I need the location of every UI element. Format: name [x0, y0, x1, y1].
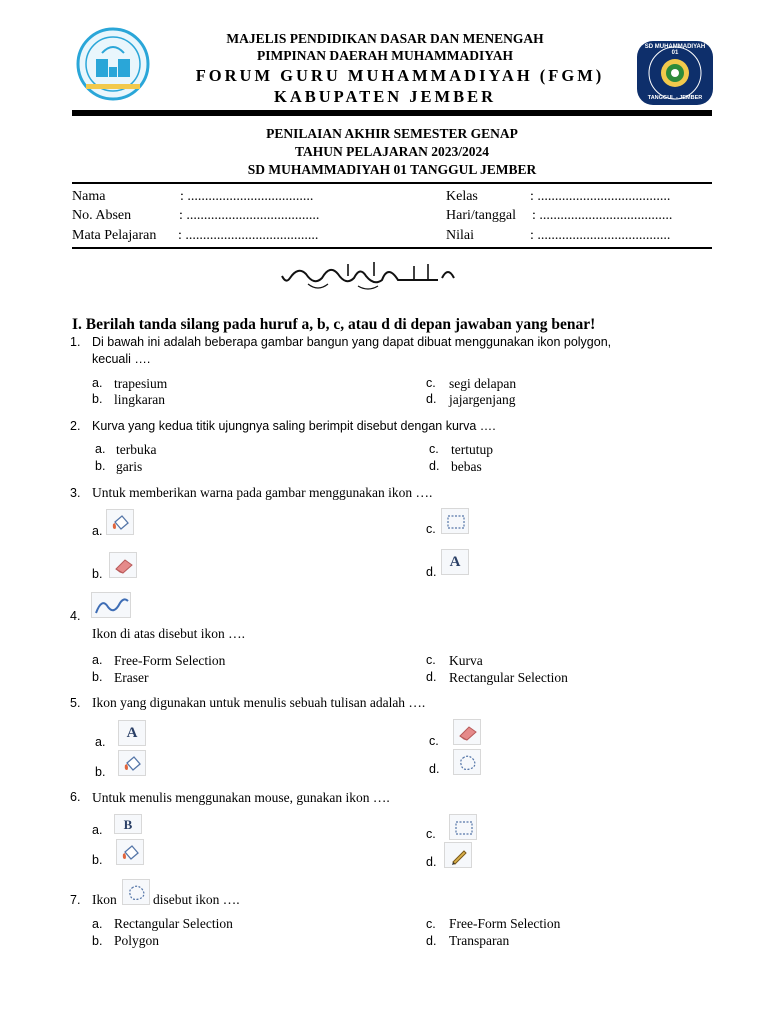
q4-option-d-letter[interactable]: d.	[426, 670, 437, 684]
free-form-selection-icon[interactable]	[453, 749, 481, 775]
q6-option-d-letter[interactable]: d.	[426, 855, 437, 869]
q6-number: 6.	[70, 790, 81, 804]
q2-option-a[interactable]: terbuka	[116, 442, 157, 457]
q1-text-line-1: Di bawah ini adalah beberapa gambar bangun yang dapat dibuat menggunakan ikon polygon,	[92, 335, 612, 349]
identity-top-rule	[72, 182, 712, 184]
q1-option-b[interactable]: lingkaran	[114, 392, 165, 407]
q7-option-a-letter[interactable]: a.	[92, 917, 103, 931]
q4-option-a[interactable]: Free-Form Selection	[114, 653, 226, 668]
q2-option-b[interactable]: garis	[116, 459, 143, 474]
q3-option-c-letter[interactable]: c.	[426, 522, 436, 536]
q7-number: 7.	[70, 893, 81, 907]
absen-field[interactable]: : ......................................	[179, 208, 320, 223]
q6-option-a-letter[interactable]: a.	[92, 823, 103, 837]
exam-title-3: SD MUHAMMADIYAH 01 TANGGUL JEMBER	[247, 162, 537, 177]
free-form-selection-icon	[122, 879, 150, 905]
q1-option-b-letter[interactable]: b.	[92, 392, 103, 406]
q3-option-a-letter[interactable]: a.	[92, 524, 103, 538]
sd-logo-text-top: SD MUHAMMADIYAH 01	[644, 44, 706, 56]
paint-bucket-icon[interactable]	[106, 509, 134, 535]
q7-text-post: disebut ikon ….	[153, 892, 240, 907]
curve-icon	[91, 592, 131, 618]
q1-text-line-2: kecuali ….	[92, 352, 151, 366]
q5-option-c-letter[interactable]: c.	[429, 734, 439, 748]
q2-option-a-letter[interactable]: a.	[95, 442, 106, 456]
q1-option-d-letter[interactable]: d.	[426, 392, 437, 406]
q3-option-d-letter[interactable]: d.	[426, 565, 437, 579]
q4-option-b-letter[interactable]: b.	[92, 670, 103, 684]
q3-text: Untuk memberikan warna pada gambar menggunakan ikon ….	[92, 485, 433, 500]
eraser-icon[interactable]	[453, 719, 481, 745]
mapel-label: Mata Pelajaran	[72, 228, 157, 243]
rectangular-selection-icon[interactable]	[441, 508, 469, 534]
kelas-label: Kelas	[446, 189, 478, 204]
basmalah-calligraphy	[278, 256, 462, 294]
header-line-1: MAJELIS PENDIDIKAN DASAR DAN MENENGAH	[226, 31, 544, 46]
q4-option-a-letter[interactable]: a.	[92, 653, 103, 667]
pencil-icon[interactable]	[444, 842, 472, 868]
kelas-field[interactable]: : ......................................	[530, 189, 671, 204]
q7-option-b-letter[interactable]: b.	[92, 934, 103, 948]
sd-logo	[636, 40, 714, 106]
q6-option-c-letter[interactable]: c.	[426, 827, 436, 841]
q4-option-b[interactable]: Eraser	[114, 670, 149, 685]
paint-bucket-icon[interactable]	[118, 750, 146, 776]
q4-option-d[interactable]: Rectangular Selection	[449, 670, 568, 685]
exam-title-1: PENILAIAN AKHIR SEMESTER GENAP	[266, 126, 518, 141]
text-icon[interactable]: A	[441, 549, 469, 575]
hari-field[interactable]: : ......................................	[532, 208, 673, 223]
section-title: I. Berilah tanda silang pada huruf a, b, c, atau d di depan jawaban yang benar!	[72, 316, 596, 333]
q1-option-d[interactable]: jajargenjang	[449, 392, 516, 407]
q6-text: Untuk menulis menggunakan mouse, gunakan ikon ….	[92, 790, 390, 805]
q5-text: Ikon yang digunakan untuk menulis sebuah tulisan adalah ….	[92, 695, 426, 710]
q4-option-c-letter[interactable]: c.	[426, 653, 436, 667]
q2-option-d-letter[interactable]: d.	[429, 459, 440, 473]
sd-logo-text-bottom: TANGGUL - JEMBER	[647, 95, 703, 101]
fgm-logo	[72, 27, 154, 101]
header-line-3: FORUM GURU MUHAMMADIYAH (FGM)	[195, 66, 605, 85]
q2-option-c[interactable]: tertutup	[451, 442, 493, 457]
q1-option-a-letter[interactable]: a.	[92, 376, 103, 390]
paint-bucket-icon[interactable]	[116, 839, 144, 865]
q2-option-b-letter[interactable]: b.	[95, 459, 106, 473]
q5-option-d-letter[interactable]: d.	[429, 762, 440, 776]
mapel-field[interactable]: : ......................................	[178, 228, 319, 243]
q2-number: 2.	[70, 419, 81, 433]
q7-text-pre: Ikon	[92, 892, 117, 907]
text-icon[interactable]: A	[118, 720, 146, 746]
bold-icon[interactable]: B	[114, 814, 142, 834]
q2-text: Kurva yang kedua titik ujungnya saling berimpit disebut dengan kurva ….	[92, 419, 496, 433]
absen-label: No. Absen	[72, 208, 132, 223]
q7-option-c-letter[interactable]: c.	[426, 917, 436, 931]
nama-field[interactable]: : ....................................	[180, 189, 314, 204]
eraser-icon[interactable]	[109, 552, 137, 578]
header-line-2: PIMPINAN DAERAH MUHAMMADIYAH	[257, 48, 513, 63]
q1-option-c-letter[interactable]: c.	[426, 376, 436, 390]
q7-option-d[interactable]: Transparan	[449, 933, 510, 948]
nilai-label: Nilai	[446, 228, 474, 243]
identity-bottom-rule	[72, 247, 712, 249]
q3-number: 3.	[70, 486, 81, 500]
nama-label: Nama	[72, 189, 106, 204]
header-line-4: KABUPATEN JEMBER	[273, 87, 497, 106]
q6-option-b-letter[interactable]: b.	[92, 853, 103, 867]
q5-option-a-letter[interactable]: a.	[95, 735, 106, 749]
q4-number: 4.	[70, 609, 81, 623]
exam-title-2: TAHUN PELAJARAN 2023/2024	[294, 144, 489, 159]
q2-option-d[interactable]: bebas	[451, 459, 482, 474]
q2-option-c-letter[interactable]: c.	[429, 442, 439, 456]
q4-text: Ikon di atas disebut ikon ….	[92, 626, 245, 641]
q1-option-a[interactable]: trapesium	[114, 376, 168, 391]
header-thick-rule	[72, 110, 712, 116]
q7-option-b[interactable]: Polygon	[114, 933, 160, 948]
q4-option-c[interactable]: Kurva	[449, 653, 483, 668]
q3-option-b-letter[interactable]: b.	[92, 567, 103, 581]
q7-option-c[interactable]: Free-Form Selection	[449, 916, 561, 931]
q7-option-a[interactable]: Rectangular Selection	[114, 916, 233, 931]
q1-number: 1.	[70, 335, 81, 349]
rectangular-selection-icon[interactable]	[449, 814, 477, 840]
q5-option-b-letter[interactable]: b.	[95, 765, 106, 779]
q7-option-d-letter[interactable]: d.	[426, 934, 437, 948]
q1-option-c[interactable]: segi delapan	[449, 376, 517, 391]
q5-number: 5.	[70, 696, 81, 710]
nilai-field[interactable]: : ......................................	[530, 228, 671, 243]
hari-label: Hari/tanggal	[446, 208, 516, 223]
